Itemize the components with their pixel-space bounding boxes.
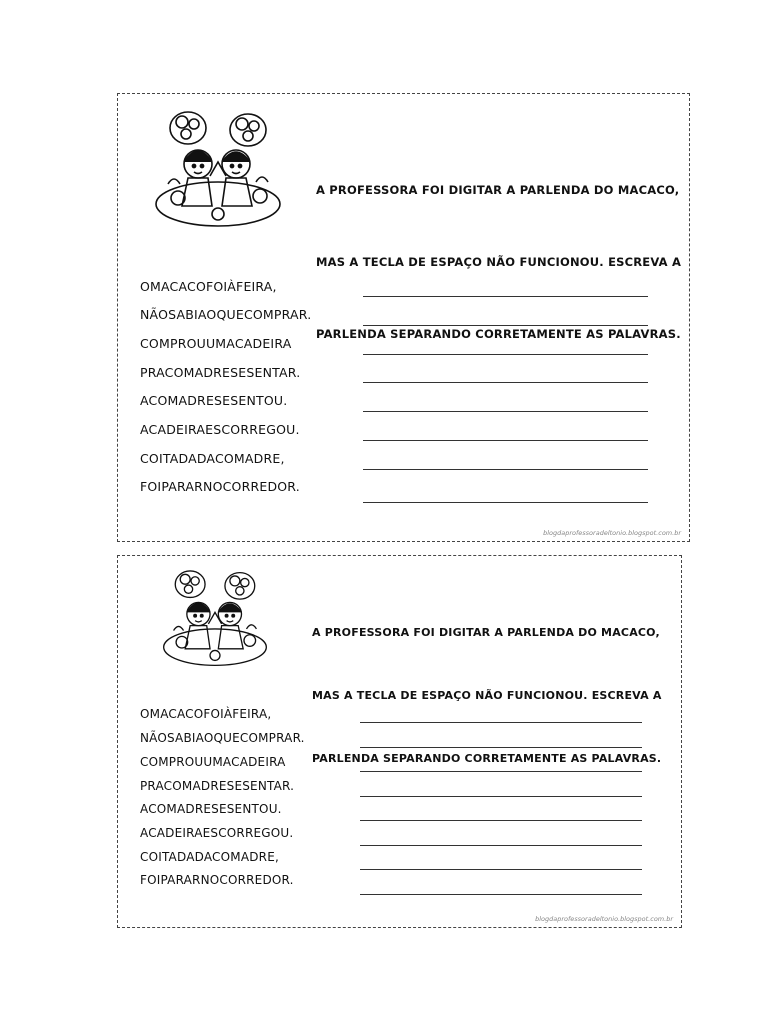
- answer-line[interactable]: [363, 296, 648, 297]
- answer-line[interactable]: [363, 382, 648, 383]
- instruction-line: A PROFESSORA FOI DIGITAR A PARLENDA DO MACACO,: [312, 626, 660, 639]
- verse-line: ACOMADRESESENTOU.: [140, 802, 282, 816]
- verse-line: COITADADACOMADRE,: [140, 850, 279, 864]
- blog-credit: blogdaprofessoradeltonio.blogspot.com.br: [543, 529, 681, 537]
- instruction-text: [312, 580, 662, 811]
- answer-line[interactable]: [360, 820, 642, 821]
- answer-line[interactable]: [360, 722, 642, 723]
- verse-line: ACADEIRAESCORREGOU.: [140, 422, 300, 437]
- answer-line[interactable]: [360, 796, 642, 797]
- answer-line[interactable]: [363, 325, 648, 326]
- instruction-line: PARLENDA SEPARANDO CORRETAMENTE AS PALAVRAS.: [312, 752, 662, 765]
- verse-line: NÃOSABIAOQUECOMPRAR.: [140, 307, 312, 322]
- answer-line[interactable]: [360, 845, 642, 846]
- instruction-line: MAS A TECLA DE ESPAÇO NÃO FUNCIONOU. ESCREVA A: [312, 689, 662, 702]
- verse-line: FOIPARARNOCORREDOR.: [140, 873, 294, 887]
- blog-credit: blogdaprofessoradeltonio.blogspot.com.br: [535, 915, 673, 923]
- answer-line[interactable]: [363, 354, 648, 355]
- instruction-line: PARLENDA SEPARANDO CORRETAMENTE AS PALAVRAS.: [316, 327, 681, 341]
- worksheet-card-2: [117, 555, 682, 928]
- instruction-line: MAS A TECLA DE ESPAÇO NÃO FUNCIONOU. ESCREVA A: [316, 255, 682, 269]
- answer-line[interactable]: [360, 771, 642, 772]
- verse-line: ACADEIRAESCORREGOU.: [140, 826, 294, 840]
- verse-line: ACOMADRESESENTOU.: [140, 393, 288, 408]
- answer-line[interactable]: [363, 411, 648, 412]
- answer-line[interactable]: [363, 440, 648, 441]
- answer-line[interactable]: [360, 747, 642, 748]
- children-with-flowers-illustration: [148, 106, 288, 234]
- answer-line[interactable]: [360, 869, 642, 870]
- answer-line[interactable]: [360, 894, 642, 895]
- answer-line[interactable]: [363, 502, 648, 503]
- worksheet-card-1: [117, 93, 690, 542]
- answer-line[interactable]: [363, 469, 648, 470]
- verse-line: OMACACOFOIÀFEIRA,: [140, 279, 277, 294]
- children-with-flowers-illustration: [146, 566, 284, 672]
- verse-line: FOIPARARNOCORREDOR.: [140, 479, 300, 494]
- verse-line: PRACOMADRESESENTAR.: [140, 365, 301, 380]
- verse-line: NÃOSABIAOQUECOMPRAR.: [140, 731, 305, 745]
- instruction-line: A PROFESSORA FOI DIGITAR A PARLENDA DO MACACO,: [316, 183, 680, 197]
- verse-line: COMPROUUMACADEIRA: [140, 336, 292, 351]
- verse-line: OMACACOFOIÀFEIRA,: [140, 707, 272, 721]
- verse-line: COMPROUUMACADEIRA: [140, 755, 286, 769]
- verse-line: COITADADACOMADRE,: [140, 451, 285, 466]
- verse-line: PRACOMADRESESENTAR.: [140, 779, 295, 793]
